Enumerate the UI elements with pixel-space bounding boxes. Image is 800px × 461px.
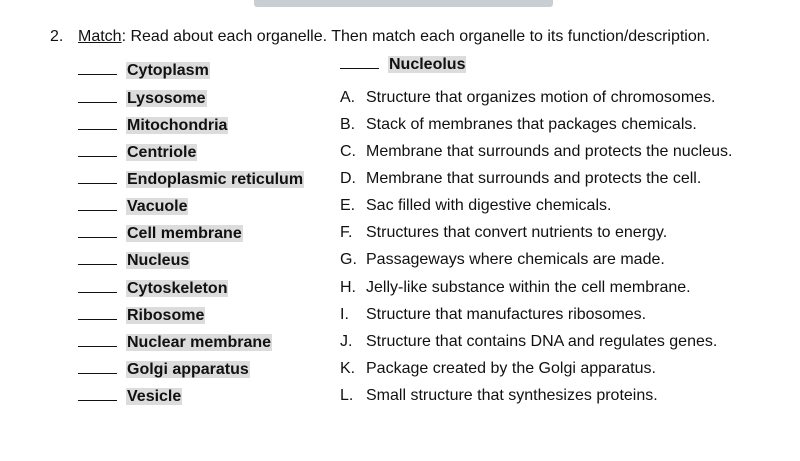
term-label: Vacuole <box>127 198 188 215</box>
definition-row <box>340 277 691 299</box>
term-label: Cytoskeleton <box>127 280 228 297</box>
definition-text: Structures that convert nutrients to energy. <box>366 224 668 241</box>
term-label: Nucleolus <box>389 56 466 73</box>
answer-blank[interactable] <box>78 304 117 320</box>
answer-blank[interactable] <box>78 168 117 184</box>
answer-blank[interactable] <box>78 87 117 103</box>
definition-text: Structure that manufactures ribosomes. <box>366 306 647 323</box>
definition-row <box>340 114 697 136</box>
definition-text: Small structure that synthesizes proteins. <box>366 387 658 404</box>
term-label: Centriole <box>127 144 197 161</box>
term-row <box>78 277 228 299</box>
definition-text: Sac filled with digestive chemicals. <box>366 197 612 214</box>
definition-letter: C. <box>340 143 356 160</box>
question-number: 2. <box>50 28 64 45</box>
term-row <box>78 385 182 407</box>
answer-blank[interactable] <box>78 195 117 211</box>
term-row <box>78 222 243 244</box>
term-label: Nucleus <box>127 252 190 269</box>
cell-diagram-image-fragment <box>254 0 553 7</box>
answer-blank[interactable] <box>78 249 117 265</box>
term-label: Endoplasmic reticulum <box>127 171 304 188</box>
term-label: Lysosome <box>127 90 206 107</box>
definition-letter: I. <box>340 306 349 323</box>
definition-row <box>340 331 717 353</box>
definition-row <box>340 222 667 244</box>
term-row <box>78 304 205 326</box>
definition-text: Passageways where chemicals are made. <box>366 251 665 268</box>
instruction-text: : Read about each organelle. Then match each organelle to its function/description. <box>121 28 711 45</box>
term-row <box>78 114 228 136</box>
nucleolus-term <box>340 53 466 75</box>
definition-row <box>340 385 658 407</box>
definition-row <box>340 141 732 163</box>
definition-letter: A. <box>340 89 356 106</box>
answer-blank[interactable] <box>78 331 117 347</box>
definition-text: Membrane that surrounds and protects the nucleus. <box>366 143 733 160</box>
term-row <box>78 195 188 217</box>
answer-blank[interactable] <box>78 114 117 130</box>
term-label: Nuclear membrane <box>127 334 272 351</box>
definition-row <box>340 168 701 190</box>
definition-letter: K. <box>340 360 356 377</box>
definition-letter: H. <box>340 279 356 296</box>
term-label: Vesicle <box>127 388 182 405</box>
match-keyword: Match <box>78 28 122 45</box>
definition-row <box>340 87 716 109</box>
definition-letter: B. <box>340 116 356 133</box>
definition-text: Jelly-like substance within the cell membrane. <box>366 279 691 296</box>
definition-text: Package created by the Golgi apparatus. <box>366 360 656 377</box>
definition-letter: F. <box>340 224 353 241</box>
term-row <box>78 168 304 190</box>
term-row <box>78 331 272 353</box>
answer-blank[interactable] <box>78 358 117 374</box>
definition-text: Membrane that surrounds and protects the cell. <box>366 170 702 187</box>
definition-row <box>340 195 611 217</box>
term-row <box>78 249 190 271</box>
definition-row <box>340 358 656 380</box>
term-row <box>78 358 250 380</box>
definition-letter: G. <box>340 251 357 268</box>
definition-text: Structure that contains DNA and regulates genes. <box>366 333 718 350</box>
term-label: Golgi apparatus <box>127 361 249 378</box>
term-label: Cell membrane <box>127 225 242 242</box>
definition-letter: J. <box>340 333 353 350</box>
term-row <box>78 59 210 81</box>
definition-letter: L. <box>340 387 354 404</box>
definition-row <box>340 304 646 326</box>
term-row <box>78 87 207 109</box>
definition-text: Stack of membranes that packages chemicals. <box>366 116 697 133</box>
definition-row <box>340 249 665 271</box>
answer-blank[interactable] <box>78 59 117 75</box>
definition-text: Structure that organizes motion of chromosomes. <box>366 89 716 106</box>
term-label: Mitochondria <box>127 117 228 134</box>
answer-blank[interactable] <box>78 222 117 238</box>
answer-blank[interactable] <box>78 277 117 293</box>
term-row <box>78 141 197 163</box>
question-instruction <box>50 27 710 47</box>
answer-blank[interactable] <box>78 141 117 157</box>
definition-letter: D. <box>340 170 356 187</box>
answer-blank[interactable] <box>340 53 379 69</box>
term-label: Ribosome <box>127 307 205 324</box>
definition-letter: E. <box>340 197 356 214</box>
term-label: Cytoplasm <box>127 62 209 79</box>
answer-blank[interactable] <box>78 385 117 401</box>
